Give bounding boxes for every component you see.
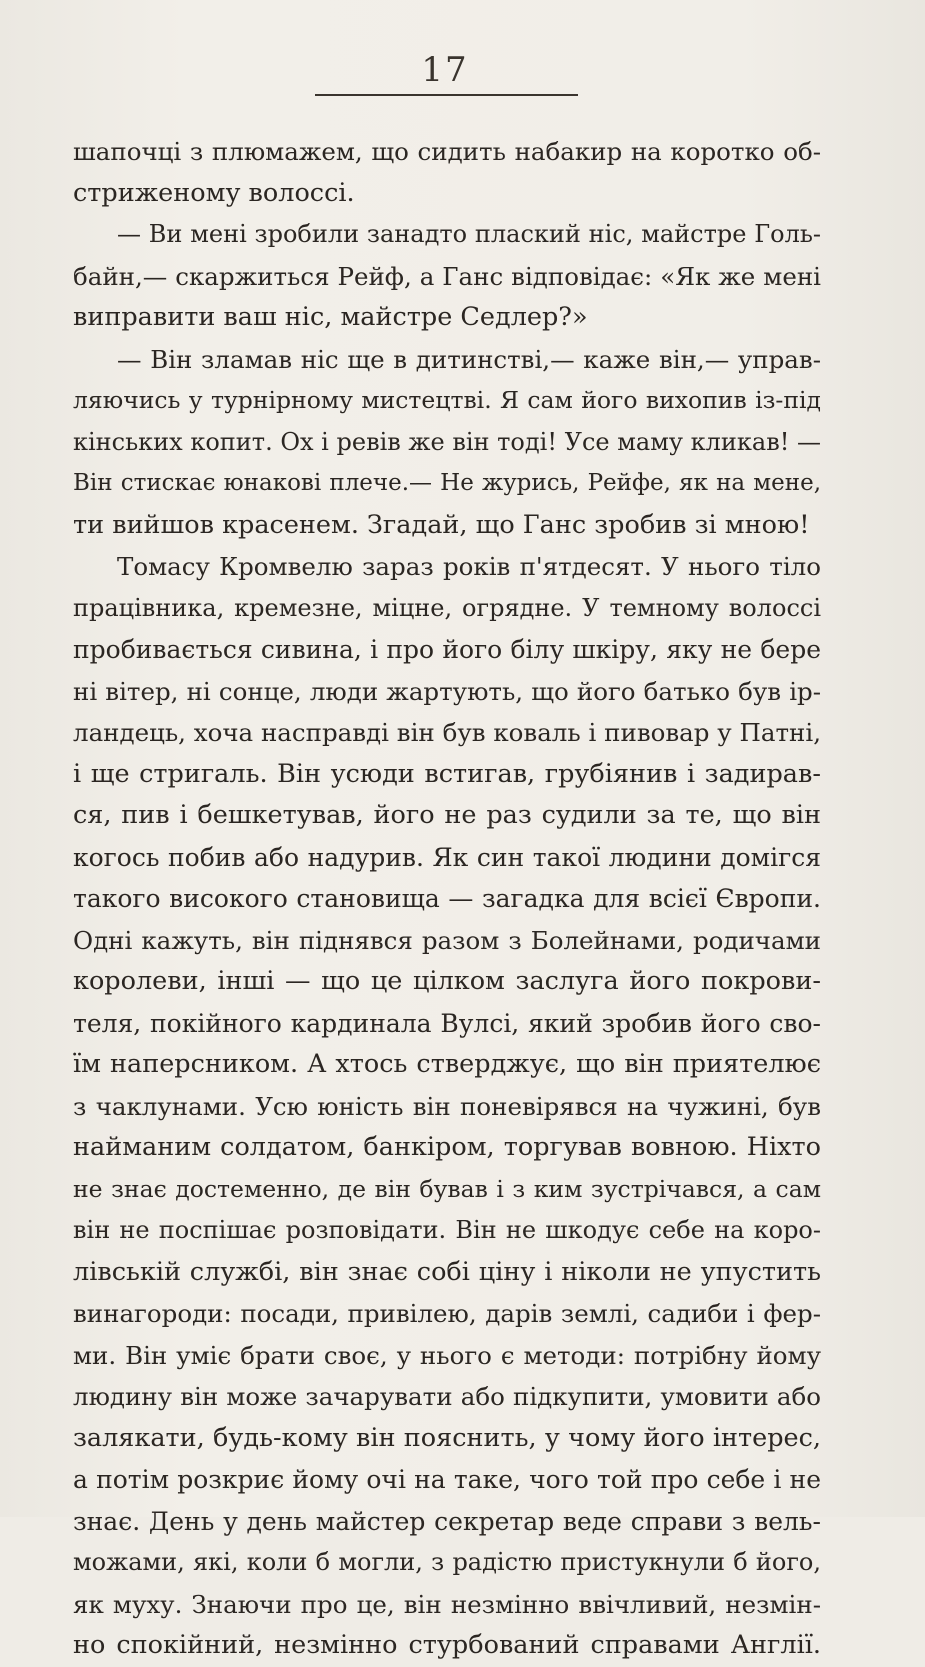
text-line: як муху. Знаючи про це, він незмінно ввічливий, незмін- xyxy=(73,1589,821,1619)
text-line: стриженому волоссі. xyxy=(73,177,355,208)
text-line: ні вітер, ні сонце, люди жартують, що його батько був ір- xyxy=(73,676,821,706)
text-line: теля, покійного кардинала Вулсі, який зробив його сво- xyxy=(73,1008,821,1038)
text-line: Він стискає юнакові плече.— Не журись, Рейфе, як на мене, xyxy=(73,470,821,496)
text-line: когось побив або надурив. Як син такої людини домігся xyxy=(73,842,821,872)
text-line: знає. День у день майстер секретар веде справи з вель- xyxy=(73,1506,821,1536)
text-line: байн,— скаржиться Рейф, а Ганс відповідає: «Як же мені xyxy=(73,261,821,291)
text-line: Томасу Кромвелю зараз років п'ятдесят. У нього тіло xyxy=(117,552,821,581)
text-line: — Він зламав ніс ще в дитинстві,— каже він,— управ- xyxy=(117,344,821,374)
text-line: такого високого становища — загадка для всієї Європи. xyxy=(73,884,821,913)
text-line: кінських копит. Ох і ревів же він тоді! Усе маму кликав! — xyxy=(73,427,821,456)
header-rule xyxy=(315,94,578,96)
text-line: їм наперсником. А хтось стверджує, що він приятелює xyxy=(73,1049,821,1079)
text-line: винагороди: посади, привілею, дарів землі, садиби і фер- xyxy=(73,1299,821,1328)
text-line: працівника, кремезне, міцне, огрядне. У темному волоссі xyxy=(73,593,821,622)
text-line: Одні кажуть, він піднявся разом з Болейнами, родичами xyxy=(73,925,821,955)
text-line: королеви, інші — що це цілком заслуга його покрови- xyxy=(73,966,821,996)
text-line: но спокійний, незмінно стурбований справами Англії. xyxy=(73,1630,821,1660)
text-line: можами, які, коли б могли, з радістю пристукнули б його, xyxy=(73,1548,821,1576)
text-line: ляючись у турнірному мистецтві. Я сам його вихопив із-під xyxy=(73,386,821,414)
text-line: ти вийшов красенем. Згадай, що Ганс зробив зі мною! xyxy=(73,509,810,540)
text-line: шапочці з плюмажем, що сидить набакир на коротко об- xyxy=(73,137,821,166)
text-line: — Ви мені зробили занадто плаский ніс, майстре Голь- xyxy=(117,220,821,248)
text-line: ландець, хоча насправді він був коваль і пивовар у Патні, xyxy=(73,718,821,747)
text-line: і ще стригаль. Він усюди встигав, грубіянив і задирав- xyxy=(73,758,821,789)
text-line: залякати, будь-кому він пояснить, у чому його інтерес, xyxy=(73,1422,821,1453)
text-line: ся, пив і бешкетував, його не раз судили за те, що він xyxy=(73,800,821,830)
text-line: виправити ваш ніс, майстре Седлер?» xyxy=(73,302,588,332)
text-line: пробивається сивина, і про його білу шкіру, яку не бере xyxy=(73,635,821,664)
body-text xyxy=(73,131,821,1667)
text-line: з чаклунами. Усю юність він поневірявся на чужині, був xyxy=(73,1091,821,1121)
text-line: ми. Він уміє брати своє, у нього є методи: потрібну йому xyxy=(73,1340,821,1370)
text-line: найманим солдатом, банкіром, торгував вовною. Ніхто xyxy=(73,1132,821,1162)
page-number: 17 xyxy=(421,50,469,90)
text-line: а потім розкриє йому очі на таке, чого той про себе і не xyxy=(73,1465,821,1494)
text-line: не знає достеменно, де він бував і з ким зустрічався, а сам xyxy=(73,1174,821,1203)
text-line: людину він може зачарувати або підкупити, умовити або xyxy=(73,1382,821,1411)
text-line: він не поспішає розповідати. Він не шкодує себе на коро- xyxy=(73,1216,821,1244)
text-line: лівській службі, він знає собі ціну і ніколи не упустить xyxy=(73,1256,821,1287)
